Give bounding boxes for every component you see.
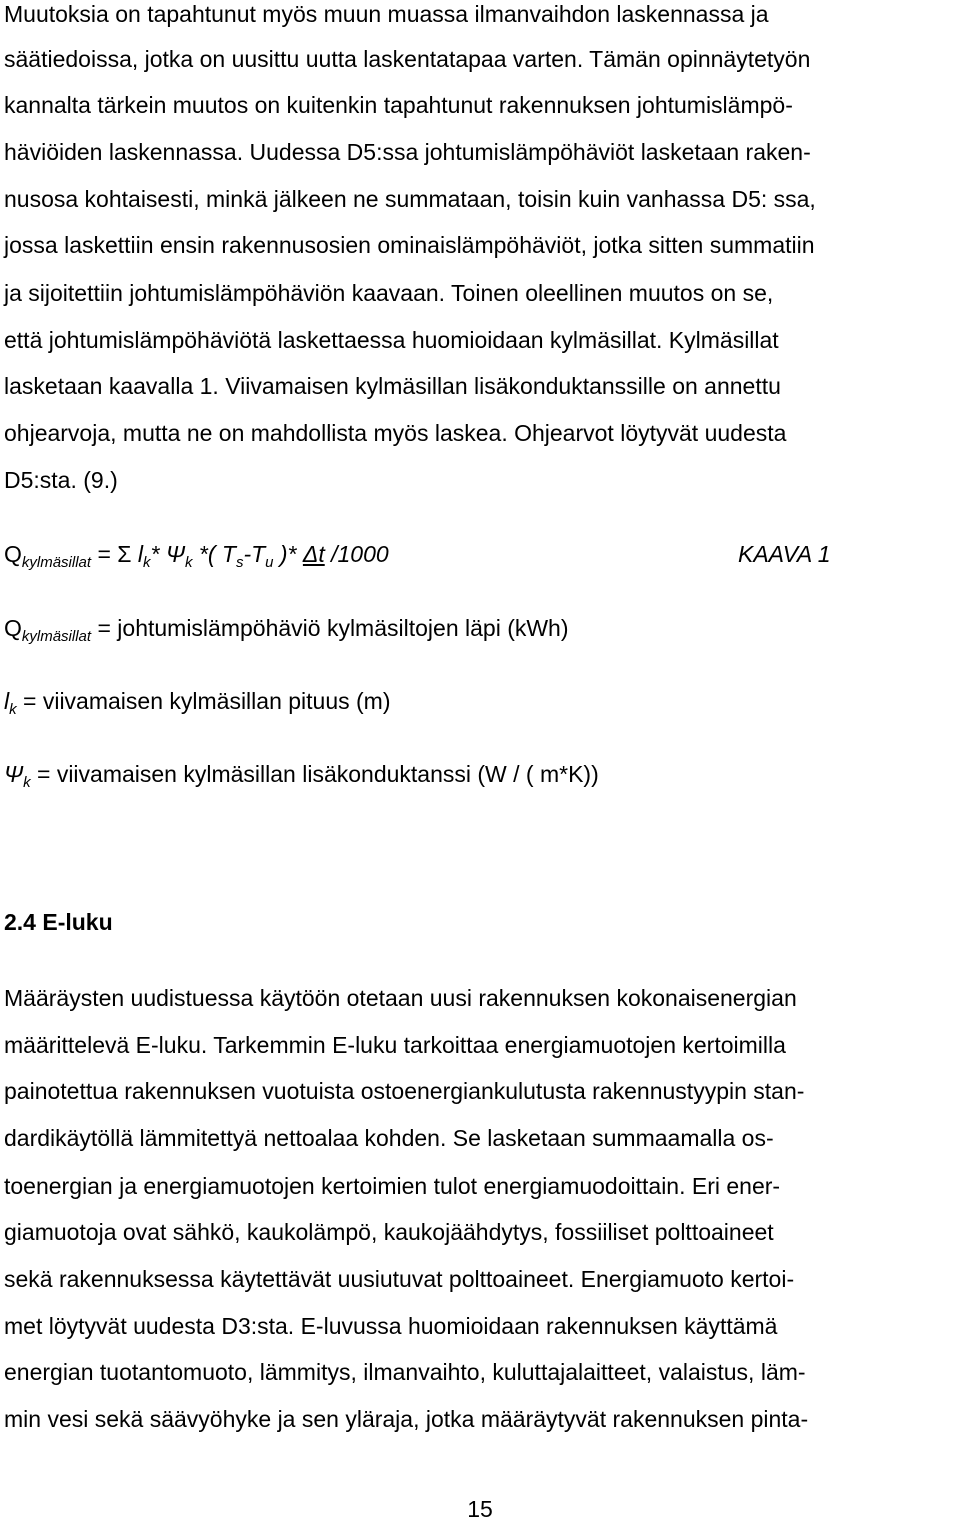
formula-q: Q bbox=[4, 541, 22, 567]
page-number: 15 bbox=[467, 1496, 493, 1522]
formula-label: KAAVA 1 bbox=[738, 541, 831, 567]
formula-divisor: /1000 bbox=[324, 541, 389, 567]
text-line: min vesi sekä säävyöhyke ja sen yläraja, jotka määräytyvät rakennuksen pinta- bbox=[4, 1406, 809, 1432]
definition-symbol: Ψ bbox=[4, 761, 24, 787]
formula-multiply: * bbox=[150, 541, 166, 567]
formula-tu: -T bbox=[243, 541, 266, 567]
text-line: met löytyvät uudesta D3:sta. E-luvussa huomioidaan rakennuksen käyttämä bbox=[4, 1313, 778, 1339]
text-line: dardikäytöllä lämmitettyä nettoalaa kohden. Se lasketaan summaamalla os- bbox=[4, 1125, 774, 1151]
text-line: sekä rakennuksessa käytettävät uusiutuvat polttoaineet. Energiamuoto kertoi- bbox=[4, 1266, 795, 1292]
text-line: toenergian ja energiamuotojen kertoimien tulot energiamuodoittain. Eri ener- bbox=[4, 1173, 781, 1199]
text-line: kannalta tärkein muutos on kuitenkin tapahtunut rakennuksen johtumislämpö- bbox=[4, 92, 793, 118]
formula-psi-subscript: k bbox=[184, 554, 193, 571]
text-line: energian tuotantomuoto, lämmitys, ilmanvaihto, kuluttajalaitteet, valaistus, läm- bbox=[4, 1359, 806, 1385]
definition-lk bbox=[4, 687, 391, 718]
text-line: ja sijoitettiin johtumislämpöhäviön kaavaan. Toinen oleellinen muutos on se, bbox=[4, 280, 774, 306]
text-line: säätiedoissa, jotka on uusittu uutta laskentatapaa varten. Tämän opinnäytetyön bbox=[4, 46, 811, 72]
text-line: painotettua rakennuksen vuotuista ostoenergiankulutusta rakennustyypin stan- bbox=[4, 1078, 805, 1104]
definition-text: = johtumislämpöhäviö kylmäsiltojen läpi (kWh) bbox=[91, 615, 569, 641]
definition-subscript: k bbox=[23, 774, 31, 791]
text-line: lasketaan kaavalla 1. Viivamaisen kylmäsillan lisäkonduktanssille on annettu bbox=[4, 373, 781, 399]
definition-symbol: Q bbox=[4, 615, 22, 641]
formula-l-subscript: k bbox=[143, 554, 151, 571]
text-line: häviöiden laskennassa. Uudessa D5:ssa johtumislämpöhäviöt lasketaan raken- bbox=[4, 139, 811, 165]
formula-l: l bbox=[137, 541, 144, 567]
text-line: määrittelevä E-luku. Tarkemmin E-luku tarkoittaa energiamuotojen kertoimilla bbox=[4, 1032, 786, 1058]
text-line: että johtumislämpöhäviötä laskettaessa huomioidaan kylmäsillat. Kylmäsillat bbox=[4, 327, 779, 353]
formula-psi: Ψ bbox=[165, 541, 185, 567]
formula-q-subscript: kylmäsillat bbox=[21, 554, 92, 571]
formula-delta-t: Δt bbox=[302, 541, 325, 567]
formula-equals: = Σ bbox=[91, 541, 138, 567]
text-line: D5:sta. (9.) bbox=[4, 467, 118, 493]
definition-subscript: k bbox=[9, 701, 17, 718]
definition-text: = viivamaisen kylmäsillan lisäkonduktanssi (W / ( m*K)) bbox=[30, 761, 599, 787]
formula-close: )* bbox=[273, 541, 303, 567]
formula-tu-subscript: u bbox=[265, 554, 274, 571]
text-line: jossa laskettiin ensin rakennusosien ominaislämpöhäviöt, jotka sitten summatiin bbox=[4, 232, 815, 258]
definition-text: = viivamaisen kylmäsillan pituus (m) bbox=[16, 688, 391, 714]
section-heading: 2.4 E-luku bbox=[4, 909, 113, 935]
text-line: Määräysten uudistuessa käytöön otetaan uusi rakennuksen kokonaisenergian bbox=[4, 985, 797, 1011]
text-line: Muutoksia on tapahtunut myös muun muassa ilmanvaihdon laskennassa ja bbox=[4, 1, 769, 27]
definition-psi bbox=[4, 760, 599, 791]
text-line: giamuotoja ovat sähkö, kaukolämpö, kaukojäähdytys, fossiiliset polttoaineet bbox=[4, 1219, 774, 1245]
formula-ts: *( T bbox=[192, 541, 236, 567]
formula-kaava-1 bbox=[4, 540, 389, 571]
text-line: nusosa kohtaisesti, minkä jälkeen ne summataan, toisin kuin vanhassa D5: ssa, bbox=[4, 186, 816, 212]
formula-ts-subscript: s bbox=[235, 554, 244, 571]
definition-q bbox=[4, 614, 569, 645]
definition-symbol: l bbox=[4, 688, 10, 714]
text-line: ohjearvoja, mutta ne on mahdollista myös laskea. Ohjearvot löytyvät uudesta bbox=[4, 420, 787, 446]
definition-subscript: kylmäsillat bbox=[21, 628, 92, 645]
